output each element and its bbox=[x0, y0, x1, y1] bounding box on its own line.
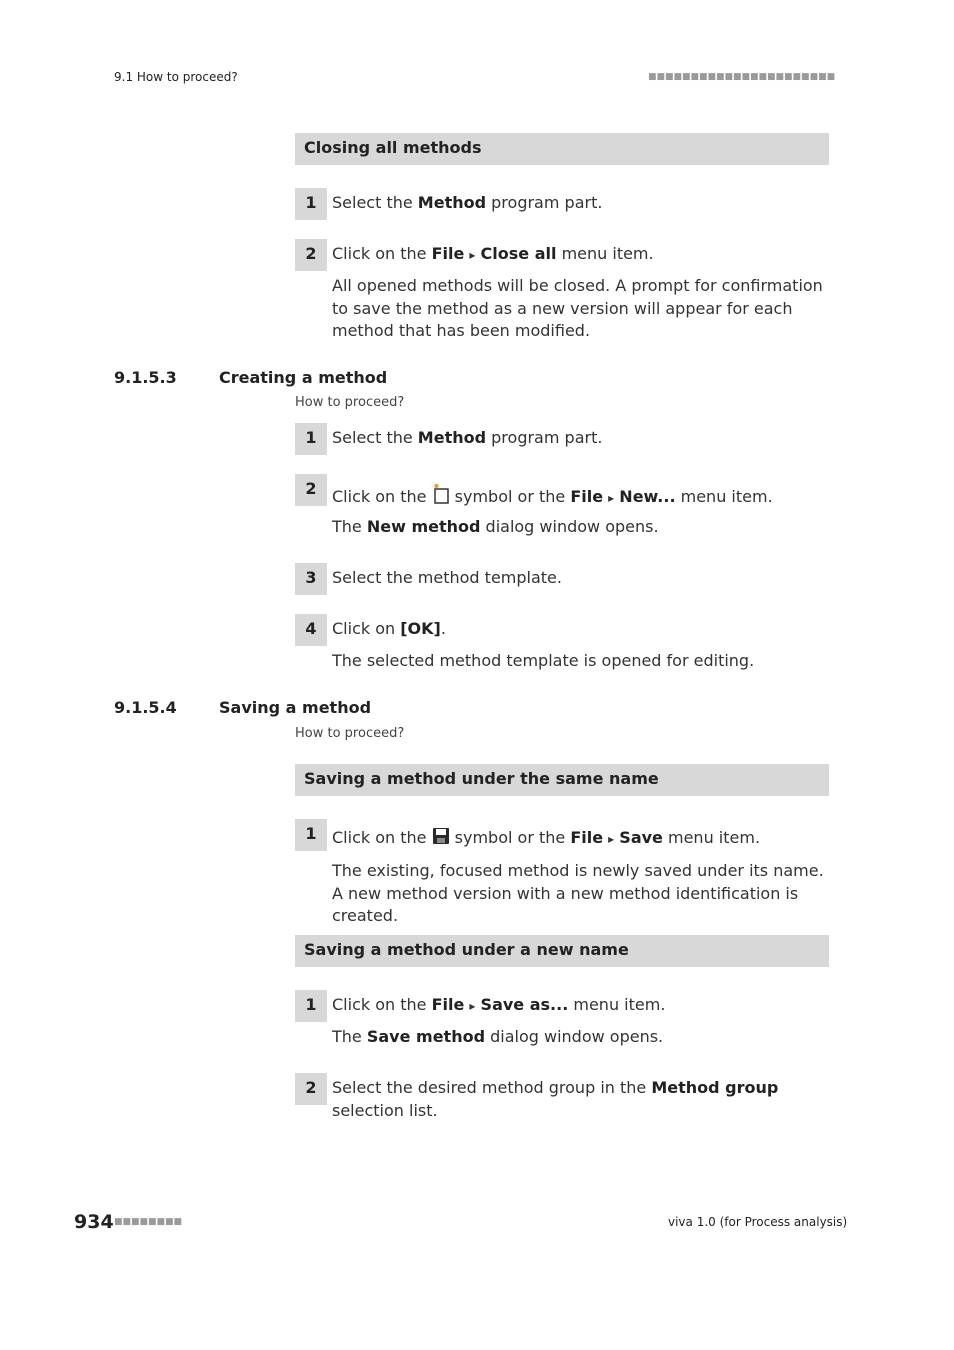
step-text: Select the Method program part. bbox=[332, 428, 603, 447]
product-name: viva 1.0 (for Process analysis) bbox=[668, 1215, 848, 1229]
step-number: 2 bbox=[295, 239, 327, 271]
step-number: 1 bbox=[295, 188, 327, 220]
step-number: 1 bbox=[295, 819, 327, 851]
step-text: Click on [OK]. bbox=[332, 619, 446, 638]
step-text: Select the desired method group in the Method group selection list. bbox=[332, 1078, 779, 1120]
how-to-proceed-label: How to proceed? bbox=[295, 726, 405, 741]
step-number: 1 bbox=[295, 423, 327, 455]
step-text: Click on the File ▸ Save as... menu item. bbox=[332, 995, 666, 1014]
step-number: 2 bbox=[295, 1073, 327, 1105]
footer-decoration: ■■■■■■■■ bbox=[114, 1217, 183, 1227]
step-result-note: The existing, focused method is newly saved under its name. A new method version with a new method identification is created. bbox=[332, 861, 824, 925]
save-new-name-heading: Saving a method under a new name bbox=[295, 935, 829, 967]
closing-all-methods-heading: Closing all methods bbox=[295, 133, 829, 165]
step-text: Click on the symbol or the File ▸ New... menu item. bbox=[332, 484, 832, 511]
menu-arrow-icon: ▸ bbox=[608, 491, 615, 505]
step-text: Select the method template. bbox=[332, 568, 562, 587]
step-result-note: The Save method dialog window opens. bbox=[332, 1027, 664, 1046]
section-number: 9.1.5.3 bbox=[114, 368, 177, 387]
how-to-proceed-label: How to proceed? bbox=[295, 395, 405, 410]
step-result-note: The selected method template is opened for editing. bbox=[332, 651, 755, 670]
step-text: Click on the File ▸ Close all menu item. bbox=[332, 244, 654, 263]
step-number: 2 bbox=[295, 474, 327, 506]
step-number: 3 bbox=[295, 563, 327, 595]
menu-arrow-icon: ▸ bbox=[608, 832, 615, 846]
section-title: Creating a method bbox=[219, 368, 388, 387]
running-header-section: 9.1 How to proceed? bbox=[114, 70, 238, 84]
step-number: 1 bbox=[295, 990, 327, 1022]
step-text: Click on the symbol or the File ▸ Save menu item. bbox=[332, 827, 832, 852]
save-disk-icon bbox=[432, 827, 450, 852]
step-number: 4 bbox=[295, 614, 327, 646]
menu-arrow-icon: ▸ bbox=[469, 999, 476, 1013]
running-header-decoration: ■■■■■■■■■■■■■■■■■■■■■■ bbox=[648, 72, 836, 82]
menu-arrow-icon: ▸ bbox=[469, 248, 476, 262]
step-result-note: All opened methods will be closed. A prompt for confirmation to save the method as a new version will appear for each method that has been modified. bbox=[332, 276, 823, 340]
step-text: Select the Method program part. bbox=[332, 193, 603, 212]
save-same-name-heading: Saving a method under the same name bbox=[295, 764, 829, 796]
section-title: Saving a method bbox=[219, 698, 372, 717]
new-document-icon bbox=[432, 484, 450, 511]
step-result-note: The New method dialog window opens. bbox=[332, 517, 659, 536]
section-number: 9.1.5.4 bbox=[114, 698, 177, 717]
page-number: 934 bbox=[74, 1211, 114, 1233]
